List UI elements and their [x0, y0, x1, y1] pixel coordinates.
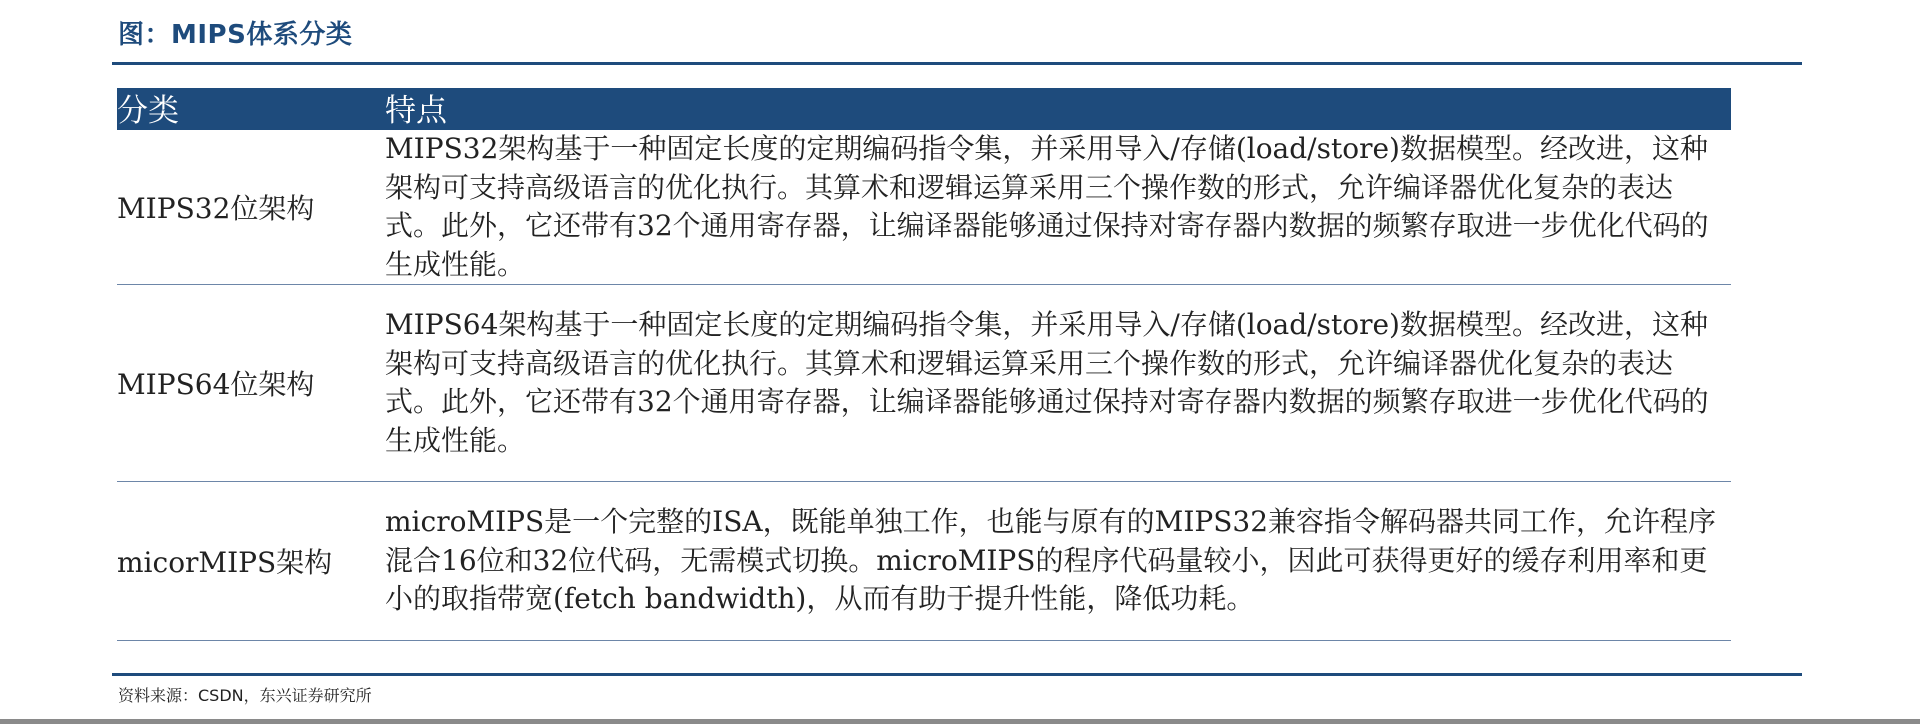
header-category: 分类 — [117, 88, 385, 130]
table-row — [117, 482, 1731, 641]
row-feature: microMIPS是一个完整的ISA，既能单独工作，也能与原有的MIPS32兼容指令解码器共同工作，允许程序混合16位和32位代码，无需模式切换。microMIPS的程序代码量较小，因此可获得更好的缓存利用率和更小的取指带宽(fetch bandwidth)，从而有助于提升性能，降低功耗。 — [385, 482, 1731, 641]
row-category: MIPS64位架构 — [117, 285, 385, 482]
row-feature: MIPS32架构基于一种固定长度的定期编码指令集，并采用导入/存储(load/store)数据模型。经改进，这种架构可支持高级语言的优化执行。其算术和逻辑运算采用三个操作数的形式，允许编译器优化复杂的表达式。此外，它还带有32个通用寄存器，让编译器能够通过保持对寄存器内数据的频繁存取进一步优化代码的生成性能。 — [385, 130, 1731, 285]
figure-title: 图：MIPS体系分类 — [118, 20, 353, 50]
page-bottom-bar — [0, 719, 1920, 724]
mips-classification-table — [117, 88, 1731, 641]
top-divider — [112, 62, 1802, 65]
row-category: micorMIPS架构 — [117, 482, 385, 641]
row-category: MIPS32位架构 — [117, 130, 385, 285]
table-header-row — [117, 88, 1731, 130]
row-feature: MIPS64架构基于一种固定长度的定期编码指令集，并采用导入/存储(load/store)数据模型。经改进，这种架构可支持高级语言的优化执行。其算术和逻辑运算采用三个操作数的形式，允许编译器优化复杂的表达式。此外，它还带有32个通用寄存器，让编译器能够通过保持对寄存器内数据的频繁存取进一步优化代码的生成性能。 — [385, 285, 1731, 482]
table-row — [117, 130, 1731, 285]
table-row — [117, 285, 1731, 482]
bottom-divider — [112, 673, 1802, 676]
header-feature: 特点 — [385, 88, 1731, 130]
source-note: 资料来源：CSDN，东兴证券研究所 — [118, 686, 372, 705]
